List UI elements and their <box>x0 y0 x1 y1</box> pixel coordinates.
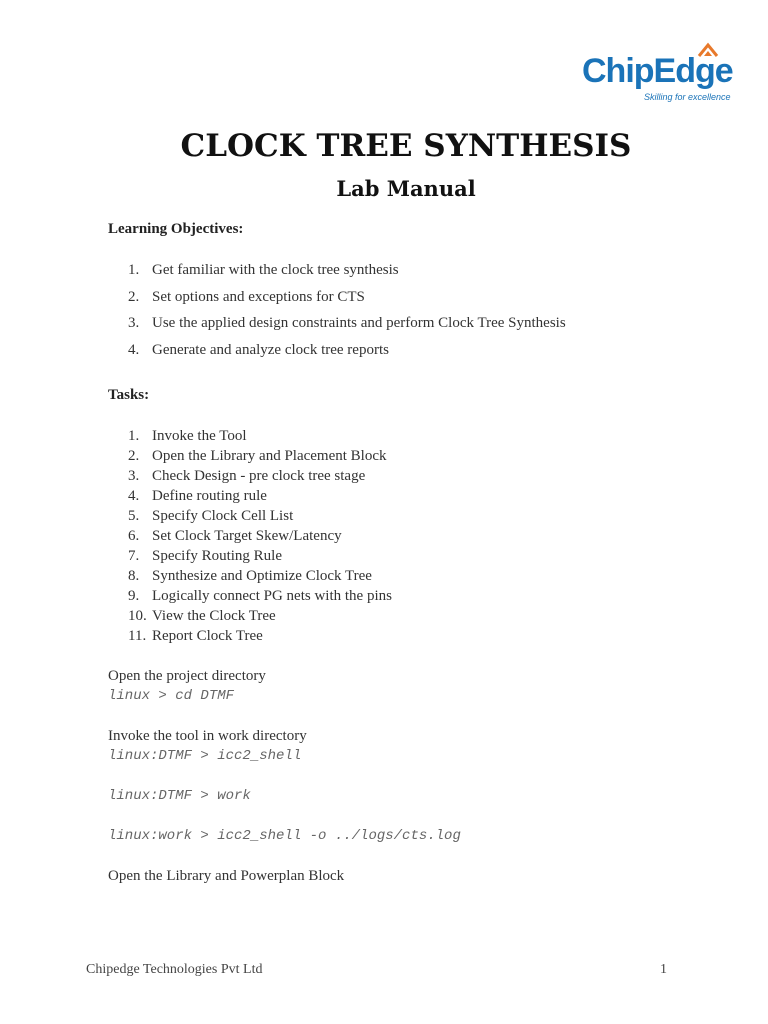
list-item: 1. Invoke the Tool <box>128 428 247 444</box>
open-project-text: Open the project directory <box>108 668 266 684</box>
open-library-text: Open the Library and Powerplan Block <box>108 868 345 884</box>
objectives-list <box>108 261 566 367</box>
list-item: 2. Set options and exceptions for CTS <box>128 288 365 305</box>
list-item: 1. Get familiar with the clock tree synthesis <box>128 262 399 278</box>
chipedge-logo <box>582 38 732 108</box>
list-item: 2. Open the Library and Placement Block <box>128 448 387 464</box>
list-item: 8. Synthesize and Optimize Clock Tree <box>128 568 372 584</box>
command-work: linux:DTMF > work <box>108 788 251 804</box>
list-item: 7. Specify Routing Rule <box>128 548 282 564</box>
list-item: 4. Generate and analyze clock tree reports <box>128 341 389 358</box>
list-item: 3. Use the applied design constraints and perform Clock Tree Synthesis <box>128 315 566 331</box>
command-cd: linux > cd DTMF <box>108 688 235 704</box>
command-icc2-shell: linux:DTMF > icc2_shell <box>108 748 302 764</box>
list-item: 11. Report Clock Tree <box>128 628 263 644</box>
logo-text: ChipEdge <box>582 52 733 90</box>
logo-tagline: Skilling for excellence <box>644 92 731 102</box>
list-item: 9. Logically connect PG nets with the pins <box>128 588 392 604</box>
invoke-tool-text: Invoke the tool in work directory <box>108 728 307 744</box>
objectives-heading: Learning Objectives: <box>108 221 244 237</box>
command-log: linux:work > icc2_shell -o ../logs/cts.log <box>108 828 461 844</box>
list-item: 4. Define routing rule <box>128 488 267 504</box>
list-item: 3. Check Design - pre clock tree stage <box>128 468 366 484</box>
tasks-heading: Tasks: <box>108 387 150 403</box>
tasks-list <box>108 427 392 647</box>
footer-company: Chipedge Technologies Pvt Ltd <box>86 962 263 977</box>
page-title: CLOCK TREE SYNTHESIS <box>180 128 632 164</box>
footer-page-number: 1 <box>660 962 667 977</box>
page-subtitle: Lab Manual <box>336 176 476 201</box>
list-item: 5. Specify Clock Cell List <box>128 508 294 524</box>
list-item: 6. Set Clock Target Skew/Latency <box>128 528 342 544</box>
list-item: 10. View the Clock Tree <box>128 608 276 624</box>
